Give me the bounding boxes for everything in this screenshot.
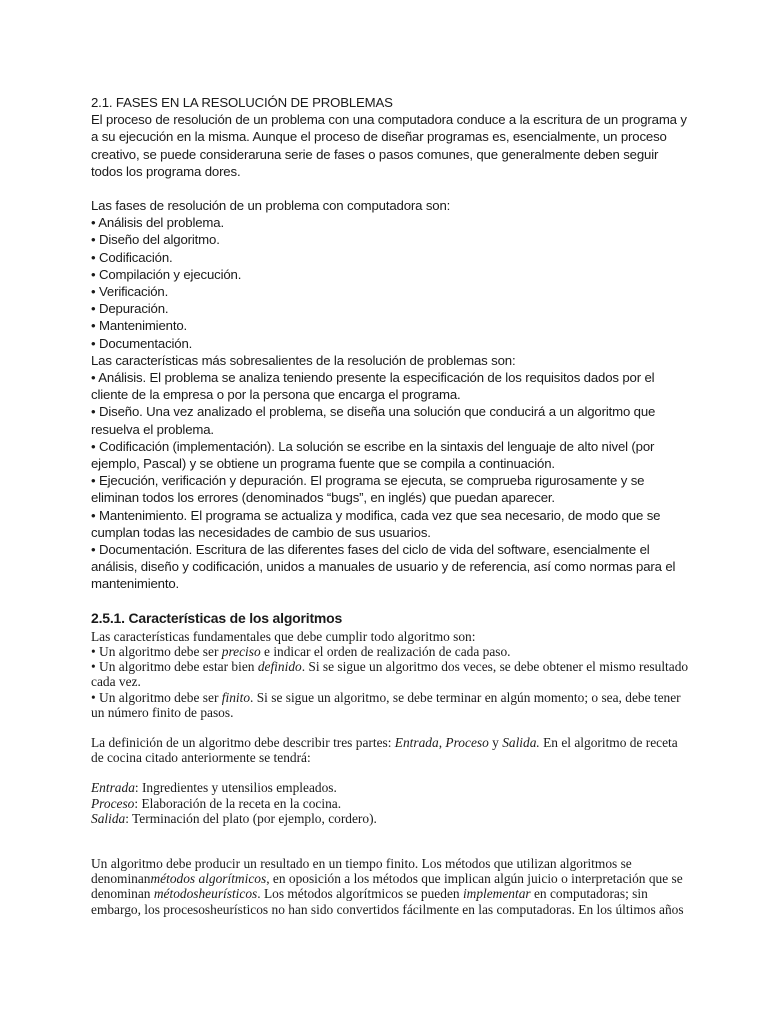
list-item: • Análisis del problema. — [91, 215, 224, 231]
section-fases — [91, 94, 691, 593]
part-proceso: Proceso: Elaboración de la receta en la cocina. — [91, 795, 342, 811]
definition-paragraph: La definición de un algoritmo debe describir tres partes: Entrada, Proceso y Salida. En el algoritmo de receta de cocina citado anteriormente se tendrá: — [91, 734, 678, 766]
list-item: • Ejecución, verificación y depuración. El programa se ejecuta, se comprueba rigurosamente y se eliminan todos los errores (denominados “bugs”, en inglés) que puedan aparecer. — [91, 473, 645, 506]
list-item: • Un algoritmo debe ser finito. Si se sigue un algoritmo, se debe terminar en algún momento; o sea, debe tener un número finito de pasos. — [91, 689, 681, 720]
document-page — [91, 94, 691, 917]
closing-paragraph: Un algoritmo debe producir un resultado en un tiempo finito. Los métodos que utilizan algoritmos se denominanmétodos algorítmicos, en oposición a los métodos que implican algún juicio o interpretación que se denominan métodosheurísticos. Los métodos algorítmicos se pueden implementar en computadoras; sin embargo, los procesosheurísticos no han sido convertidos fácilmente en las computadoras. En los últimos años — [91, 855, 684, 917]
part-entrada: Entrada: Ingredientes y utensilios empleados. — [91, 780, 337, 796]
intro-paragraph: El proceso de resolución de un problema con una computadora conduce a la escritura de un programa y a su ejecución en la misma. Aunque el proceso de diseñar programas es, esencialmente, un proceso creativo, se puede consideraruna serie de fases o pasos comunes, que generalmente deben seguir todos los programa dores. — [91, 112, 687, 179]
characteristics-intro: Las características más sobresalientes de la resolución de problemas son: — [91, 352, 516, 368]
list-item: • Mantenimiento. El programa se actualiza y modifica, cada vez que sea necesario, de modo que se cumplan todas las necesidades de cambio de sus usuarios. — [91, 507, 661, 540]
list-item: • Verificación. — [91, 284, 169, 300]
section-caracteristicas — [91, 629, 691, 917]
list-item: • Un algoritmo debe estar bien definido. Si se sigue un algoritmo dos veces, se debe obtener el mismo resultado cada vez. — [91, 659, 689, 690]
list-item: • Documentación. — [91, 335, 193, 351]
list-item: • Compilación y ejecución. — [91, 266, 242, 282]
list-item: • Un algoritmo debe ser preciso e indicar el orden de realización de cada paso. — [91, 643, 511, 659]
list-item: • Documentación. Escritura de las diferentes fases del ciclo de vida del software, esencialmente el análisis, diseño y codificación, unidos a manuales de usuario y de referencia, así como normas para el mantenimiento. — [91, 542, 676, 592]
subsection-heading: 2.5.1. Características de los algoritmos — [91, 609, 343, 626]
list-item: • Codificación (implementación). La solución se escribe en la sintaxis del lenguaje de alto nivel (por ejemplo, Pascal) y se obtiene un programa fuente que se compila a continuación. — [91, 438, 655, 472]
section-heading: 2.1. FASES EN LA RESOLUCIÓN DE PROBLEMAS — [91, 95, 393, 110]
list-item: • Diseño del algoritmo. — [91, 232, 220, 248]
characteristics-algorithms-intro: Las características fundamentales que debe cumplir todo algoritmo son: — [91, 628, 476, 644]
list-item: • Depuración. — [91, 301, 169, 317]
part-salida: Salida: Terminación del plato (por ejemplo, cordero). — [91, 810, 377, 826]
list-item: • Mantenimiento. — [91, 318, 188, 334]
list-item: • Análisis. El problema se analiza teniendo presente la especificación de los requisitos dados por el cliente de la empresa o por la persona que encarga el programa. — [91, 370, 655, 403]
phases-intro: Las fases de resolución de un problema con computadora son: — [91, 198, 451, 214]
list-item: • Diseño. Una vez analizado el problema, se diseña una solución que conducirá a un algoritmo que resuelva el problema. — [91, 404, 656, 437]
list-item: • Codificación. — [91, 249, 173, 265]
